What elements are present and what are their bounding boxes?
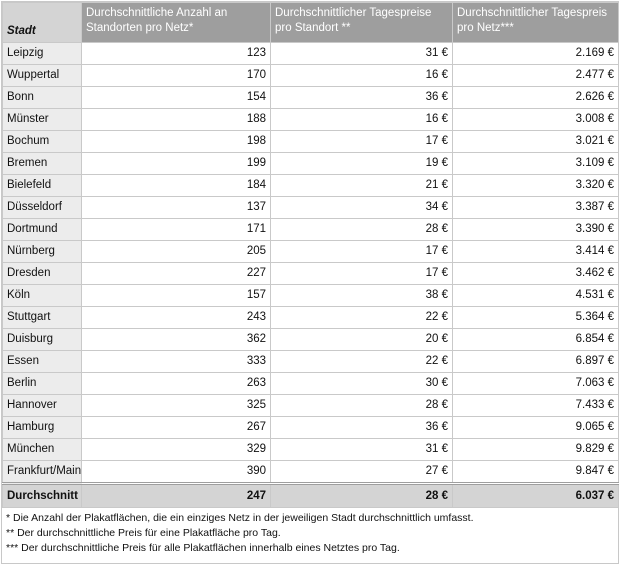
price-site-cell: 28 € (271, 395, 453, 417)
count-cell: 123 (82, 43, 271, 65)
city-cell: Duisburg (3, 329, 82, 351)
footnote: *** Der durchschnittliche Preis für alle Plakatflächen innerhalb eines Netztes pro Tag. (6, 542, 400, 554)
price-site-cell: 31 € (271, 439, 453, 461)
city-cell: Bremen (3, 153, 82, 175)
table-row (3, 153, 619, 175)
price-site-cell: 17 € (271, 131, 453, 153)
price-net-cell: 3.462 € (453, 263, 619, 285)
price-net-cell: 3.387 € (453, 197, 619, 219)
price-site-cell: 21 € (271, 175, 453, 197)
count-cell: 267 (82, 417, 271, 439)
count-cell: 184 (82, 175, 271, 197)
header-price-site: Durchschnittlicher Tagespreise pro Standort ** (271, 3, 453, 43)
price-site-cell: 38 € (271, 285, 453, 307)
table-row (3, 131, 619, 153)
header-row (3, 3, 619, 43)
price-site-cell: 36 € (271, 417, 453, 439)
count-cell: 227 (82, 263, 271, 285)
count-cell: 171 (82, 219, 271, 241)
count-cell: 325 (82, 395, 271, 417)
table-row (3, 65, 619, 87)
count-cell: 205 (82, 241, 271, 263)
price-site-cell: 17 € (271, 241, 453, 263)
price-net-cell: 6.897 € (453, 351, 619, 373)
price-net-cell: 3.109 € (453, 153, 619, 175)
table-row (3, 373, 619, 395)
city-cell: Düsseldorf (3, 197, 82, 219)
footnotes (2, 508, 618, 556)
count-cell: 362 (82, 329, 271, 351)
city-cell: Berlin (3, 373, 82, 395)
table-row (3, 175, 619, 197)
price-site-cell: 34 € (271, 197, 453, 219)
count-cell: 188 (82, 109, 271, 131)
price-net-cell: 7.433 € (453, 395, 619, 417)
city-cell: Nürnberg (3, 241, 82, 263)
price-site-cell: 31 € (271, 43, 453, 65)
table-row (3, 263, 619, 285)
city-cell: Bochum (3, 131, 82, 153)
city-cell: Dresden (3, 263, 82, 285)
count-cell: 390 (82, 461, 271, 484)
table-row (3, 285, 619, 307)
footnote: ** Der durchschnittliche Preis für eine Plakatfläche pro Tag. (6, 527, 281, 539)
price-net-cell: 2.626 € (453, 87, 619, 109)
table-body (3, 43, 619, 484)
price-net-cell: 3.390 € (453, 219, 619, 241)
header-city: Stadt (3, 3, 82, 43)
count-cell: 170 (82, 65, 271, 87)
count-cell: 263 (82, 373, 271, 395)
count-cell: 198 (82, 131, 271, 153)
city-cell: Frankfurt/Main (3, 461, 82, 484)
table-row (3, 219, 619, 241)
price-net-cell: 3.414 € (453, 241, 619, 263)
count-cell: 333 (82, 351, 271, 373)
price-net-cell: 9.829 € (453, 439, 619, 461)
count-cell: 243 (82, 307, 271, 329)
city-cell: Köln (3, 285, 82, 307)
count-cell: 157 (82, 285, 271, 307)
price-net-cell: 3.320 € (453, 175, 619, 197)
price-net-cell: 4.531 € (453, 285, 619, 307)
price-net-cell: 3.008 € (453, 109, 619, 131)
city-cell: Wuppertal (3, 65, 82, 87)
city-cell: Dortmund (3, 219, 82, 241)
header-price-net: Durchschnittlicher Tagespreis pro Netz*** (453, 3, 619, 43)
price-net-cell: 2.477 € (453, 65, 619, 87)
table-row (3, 329, 619, 351)
summary-price-net: 6.037 € (453, 484, 619, 508)
price-site-cell: 27 € (271, 461, 453, 484)
price-table-container (1, 1, 619, 564)
table-row (3, 461, 619, 484)
table-row (3, 43, 619, 65)
count-cell: 137 (82, 197, 271, 219)
count-cell: 329 (82, 439, 271, 461)
price-net-cell: 7.063 € (453, 373, 619, 395)
price-site-cell: 16 € (271, 65, 453, 87)
table-row (3, 197, 619, 219)
table-header (3, 3, 619, 43)
price-net-cell: 9.065 € (453, 417, 619, 439)
city-cell: Essen (3, 351, 82, 373)
price-net-cell: 9.847 € (453, 461, 619, 484)
price-site-cell: 28 € (271, 219, 453, 241)
table-row (3, 439, 619, 461)
price-site-cell: 17 € (271, 263, 453, 285)
price-site-cell: 30 € (271, 373, 453, 395)
price-site-cell: 16 € (271, 109, 453, 131)
price-site-cell: 22 € (271, 307, 453, 329)
summary-row (3, 484, 619, 508)
table-row (3, 87, 619, 109)
table-row (3, 241, 619, 263)
city-cell: Leipzig (3, 43, 82, 65)
price-site-cell: 22 € (271, 351, 453, 373)
price-net-cell: 6.854 € (453, 329, 619, 351)
city-cell: Stuttgart (3, 307, 82, 329)
price-site-cell: 20 € (271, 329, 453, 351)
city-cell: Bielefeld (3, 175, 82, 197)
summary-price-site: 28 € (271, 484, 453, 508)
city-cell: Münster (3, 109, 82, 131)
city-cell: Bonn (3, 87, 82, 109)
table-row (3, 109, 619, 131)
count-cell: 154 (82, 87, 271, 109)
table-row (3, 307, 619, 329)
city-cell: Hannover (3, 395, 82, 417)
price-site-cell: 19 € (271, 153, 453, 175)
summary-count: 247 (82, 484, 271, 508)
price-net-cell: 3.021 € (453, 131, 619, 153)
table-footer (3, 484, 619, 508)
header-count: Durchschnittliche Anzahl an Standorten pro Netz* (82, 3, 271, 43)
table-row (3, 417, 619, 439)
table-row (3, 395, 619, 417)
price-net-cell: 5.364 € (453, 307, 619, 329)
summary-label: Durchschnitt (3, 484, 82, 508)
count-cell: 199 (82, 153, 271, 175)
price-table (2, 2, 619, 508)
price-site-cell: 36 € (271, 87, 453, 109)
price-net-cell: 2.169 € (453, 43, 619, 65)
city-cell: München (3, 439, 82, 461)
table-row (3, 351, 619, 373)
footnote: * Die Anzahl der Plakatflächen, die ein einziges Netz in der jeweiligen Stadt durchschnittlich umfasst. (6, 512, 474, 524)
city-cell: Hamburg (3, 417, 82, 439)
